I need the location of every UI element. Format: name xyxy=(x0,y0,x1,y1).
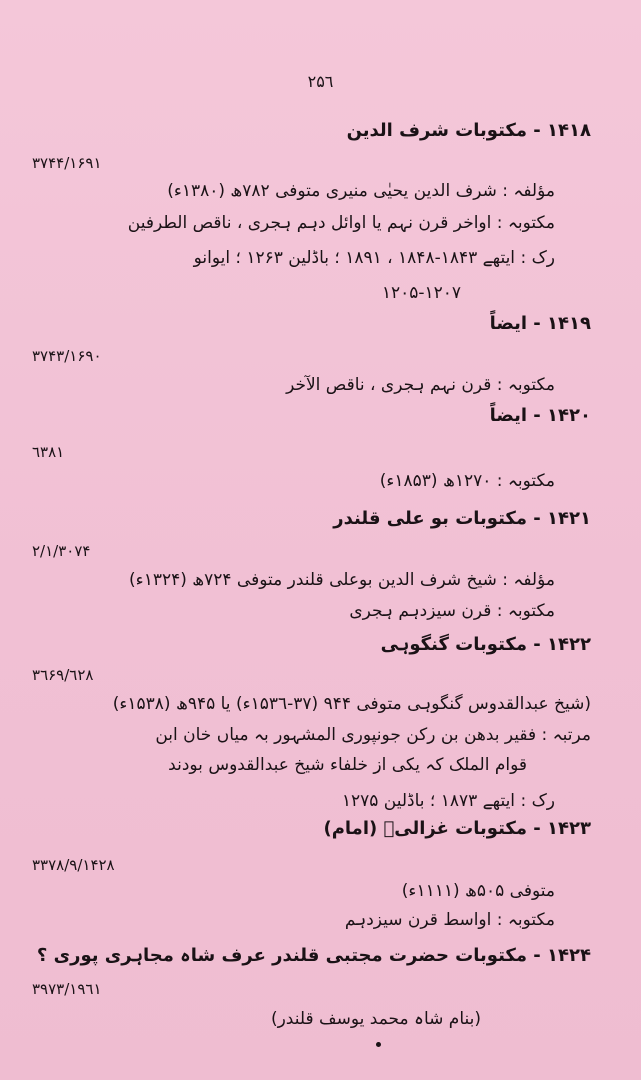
page-number: ۲۵٦ xyxy=(307,72,334,91)
text-line: متوفی ۵۰۵ھ (۱۱۱۱ء) xyxy=(401,881,555,901)
catalog-number: ۳٦۶۹/٦۲۸ xyxy=(32,666,94,684)
entry-heading: ۱۴۲۱ - مکتوبات بو علی قلندر xyxy=(333,508,591,529)
entry-heading: ۱۴۱۸ - مکتوبات شرف الدین xyxy=(346,120,591,141)
text-line: مکتوبہ : اواخر قرن نہم یا اوائل دہم ہجری ، ناقص الطرفین xyxy=(127,213,555,233)
text-line: (شیخ عبدالقدوس گنگوہی متوفی ۹۴۴ (۳۷-۱۵۳٦ء) یا ۹۴۵ھ (۱۵۳۸ء) xyxy=(112,694,591,714)
entry-heading: ۱۴۲۰ - ایضاً xyxy=(489,405,591,426)
text-line: (بنام شاہ محمد یوسف قلندر) xyxy=(270,1009,481,1029)
catalog-number: ۳۹۷۳/۱۹٦۱ xyxy=(32,980,102,998)
text-line: رک : ایتھے ۱۸۴۳-۱۸۴۸ ، ۱۸۹۱ ؛ باڈلین ۱۲۶۳ ؛ ایوانو xyxy=(193,248,555,268)
catalog-number: ٦٣٨١ xyxy=(32,443,65,461)
text-line: مؤلفہ : شیخ شرف الدین بوعلی قلندر متوفی ۷۲۴ھ (۱۳۲۴ء) xyxy=(129,570,555,590)
text-line: مکتوبہ : ۱۲۷۰ھ (۱۸۵۳ء) xyxy=(379,471,555,491)
entry-heading: ۱۴۱۹ - ایضاً xyxy=(489,313,591,334)
catalog-number: ۳۷۴۳/۱۶۹۰ xyxy=(32,347,102,365)
entry-heading: ۱۴۲۳ - مکتوبات غزالیؒ (امام) xyxy=(323,818,591,839)
text-line: رک : ایتھے ۱۸۷۳ ؛ باڈلین ۱۲۷۵ xyxy=(341,791,555,811)
text-line: مکتوبہ : قرن نہم ہجری ، ناقص الآخر xyxy=(286,375,555,395)
catalog-number: ۳۳۷۸/۹/۱۴۲۸ xyxy=(32,856,115,874)
text-line: مرتبہ : فقیر بدھن بن رکن جونپوری المشہور بہ میاں خان ابن xyxy=(155,725,591,745)
entry-heading: ۱۴۲۴ - مکتوبات حضرت مجتبی قلندر عرف شاہ مجاہری پوری ؟ xyxy=(36,945,591,966)
text-line: مکتوبہ : اواسط قرن سیزدہم xyxy=(344,910,555,930)
text-line: ۱۲۰۵-۱۲۰۷ xyxy=(381,283,461,303)
text-line: مؤلفہ : شرف الدین یحیٰی منیری متوفی ۷۸۲ھ (۱۳۸۰ء) xyxy=(167,181,555,201)
text-line: مکتوبہ : قرن سیزدہم ہجری xyxy=(349,601,555,621)
catalog-number: ۳۷۴۴/۱۶۹۱ xyxy=(32,154,102,172)
page-end-dot xyxy=(376,1042,381,1047)
catalog-number: ۲/۱/۳۰۷۴ xyxy=(32,542,91,560)
entry-heading: ۱۴۲۲ - مکتوبات گنگوہی xyxy=(380,634,591,655)
text-line: قوام الملک کہ یکی از خلفاء شیخ عبدالقدوس بودند xyxy=(168,755,527,775)
